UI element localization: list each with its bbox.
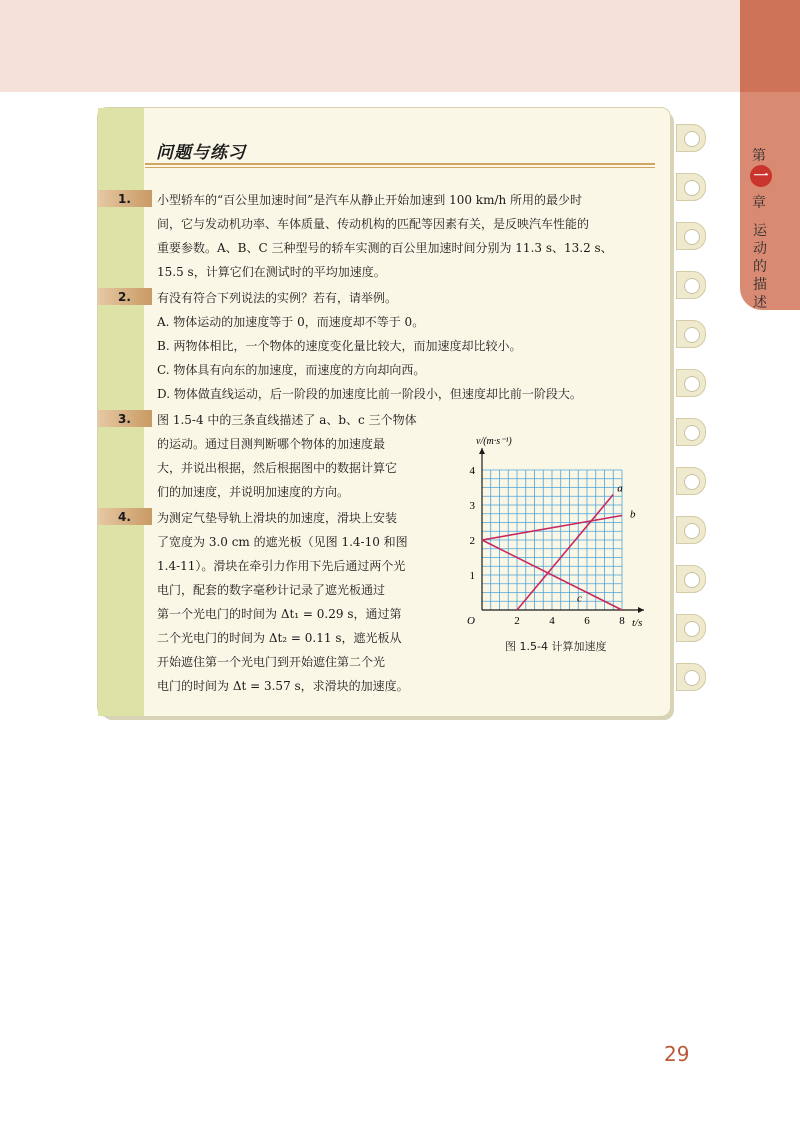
binder-ring xyxy=(676,663,706,691)
ring-hole xyxy=(684,572,700,588)
question-3-line: 大，并说出根据，然后根据图中的数据计算它 xyxy=(157,461,398,475)
question-2-option-d: D. 物体做直线运动，后一阶段的加速度比前一阶段小，但速度却比前一阶段大。 xyxy=(157,387,582,401)
y-axis-arrow xyxy=(479,448,485,454)
question-4-line: 开始遮住第一个光电门到开始遮住第二个光 xyxy=(157,655,386,669)
binder-ring xyxy=(676,124,706,152)
question-3-line: 们的加速度，并说明加速度的方向。 xyxy=(157,485,350,499)
binder-ring xyxy=(676,369,706,397)
y-tick-label: 2 xyxy=(469,535,475,547)
y-tick-label: 4 xyxy=(469,465,475,477)
question-4-line: 为测定气垫导轨上滑块的加速度，滑块上安装 xyxy=(157,511,398,525)
velocity-time-chart xyxy=(460,420,660,629)
x-axis-label: t/s xyxy=(632,617,643,629)
x-tick-label: 8 xyxy=(619,615,625,627)
question-4-line: 电门，配套的数字毫秒计记录了遮光板通过 xyxy=(157,583,386,597)
chapter-tab xyxy=(740,0,800,310)
binder-ring xyxy=(676,271,706,299)
heading-rule xyxy=(145,163,655,165)
notebook-rings xyxy=(676,124,706,699)
ring-hole xyxy=(684,523,700,539)
question-1-number: 1. xyxy=(118,192,131,206)
ring-hole xyxy=(684,180,700,196)
section-heading: 问题与练习 xyxy=(156,143,246,163)
x-axis-arrow xyxy=(638,607,644,613)
y-tick-label: 3 xyxy=(469,500,475,512)
question-2-option-c: C. 物体具有向东的加速度，而速度的方向却向西。 xyxy=(157,363,426,377)
question-1-line: 15.5 s，计算它们在测试时的平均加速度。 xyxy=(157,265,386,279)
x-tick-label: 4 xyxy=(549,615,555,627)
ring-hole xyxy=(684,425,700,441)
question-4-line: 了宽度为 3.0 cm 的遮光板（见图 1.4-10 和图 xyxy=(157,535,408,549)
ring-hole xyxy=(684,229,700,245)
question-3-number: 3. xyxy=(118,412,131,426)
ring-hole xyxy=(684,670,700,686)
y-axis-label: v/(m·s⁻¹) xyxy=(476,436,512,447)
question-4-line: 电门的时间为 Δt = 3.57 s，求滑块的加速度。 xyxy=(157,679,409,693)
binder-ring xyxy=(676,173,706,201)
page-number: 29 xyxy=(664,1042,690,1066)
question-2-option-a: A. 物体运动的加速度等于 0，而速度却不等于 0。 xyxy=(157,315,425,329)
chapter-prefix: 第 xyxy=(752,148,766,164)
series-label-b: b xyxy=(630,508,636,521)
ring-hole xyxy=(684,621,700,637)
binder-ring xyxy=(676,467,706,495)
question-1-line: 小型轿车的“百公里加速时间”是汽车从静止开始加速到 100 km/h 所用的最少时 xyxy=(157,193,583,207)
binder-ring xyxy=(676,516,706,544)
chapter-number-badge: 一 xyxy=(750,165,772,187)
ring-hole xyxy=(684,474,700,490)
heading-rule-thin xyxy=(145,167,655,168)
ring-hole xyxy=(684,131,700,147)
origin-label: O xyxy=(467,615,475,627)
x-tick-label: 6 xyxy=(584,615,590,627)
series-label-a: a xyxy=(617,482,623,495)
binder-ring xyxy=(676,418,706,446)
page-header-band xyxy=(0,0,800,92)
question-4-line: 二个光电门的时间为 Δt₂ = 0.11 s，遮光板从 xyxy=(157,631,402,645)
ring-hole xyxy=(684,278,700,294)
question-4-line: 第一个光电门的时间为 Δt₁ = 0.29 s，通过第 xyxy=(157,607,402,621)
question-3-line: 图 1.5-4 中的三条直线描述了 a、b、c 三个物体 xyxy=(157,413,417,427)
question-2-option-b: B. 两物体相比，一个物体的速度变化量比较大，而加速度却比较小。 xyxy=(157,339,522,353)
question-2-line: 有没有符合下列说法的实例？若有，请举例。 xyxy=(157,291,398,305)
x-tick-label: 2 xyxy=(514,615,520,627)
ring-hole xyxy=(684,327,700,343)
y-tick-label: 1 xyxy=(469,570,475,582)
chapter-title: 运动的描述 xyxy=(753,223,767,311)
figure-caption: 图 1.5-4 计算加速度 xyxy=(505,640,607,653)
binder-ring xyxy=(676,565,706,593)
binder-ring xyxy=(676,614,706,642)
question-4-number: 4. xyxy=(118,510,131,524)
question-3-line: 的运动。通过目测判断哪个物体的加速度最 xyxy=(157,437,386,451)
binder-ring xyxy=(676,222,706,250)
chapter-suffix: 章 xyxy=(752,195,766,211)
ring-hole xyxy=(684,376,700,392)
binder-ring xyxy=(676,320,706,348)
series-label-c: c xyxy=(577,592,582,605)
question-2-number: 2. xyxy=(118,290,131,304)
question-1-line: 重要参数。A、B、C 三种型号的轿车实测的百公里加速时间分别为 11.3 s、13.2 s、 xyxy=(157,241,613,255)
question-1-line: 间，它与发动机功率、车体质量、传动机构的匹配等因素有关，是反映汽车性能的 xyxy=(157,217,590,231)
question-4-line: 1.4-11）。滑块在牵引力作用下先后通过两个光 xyxy=(157,559,406,573)
